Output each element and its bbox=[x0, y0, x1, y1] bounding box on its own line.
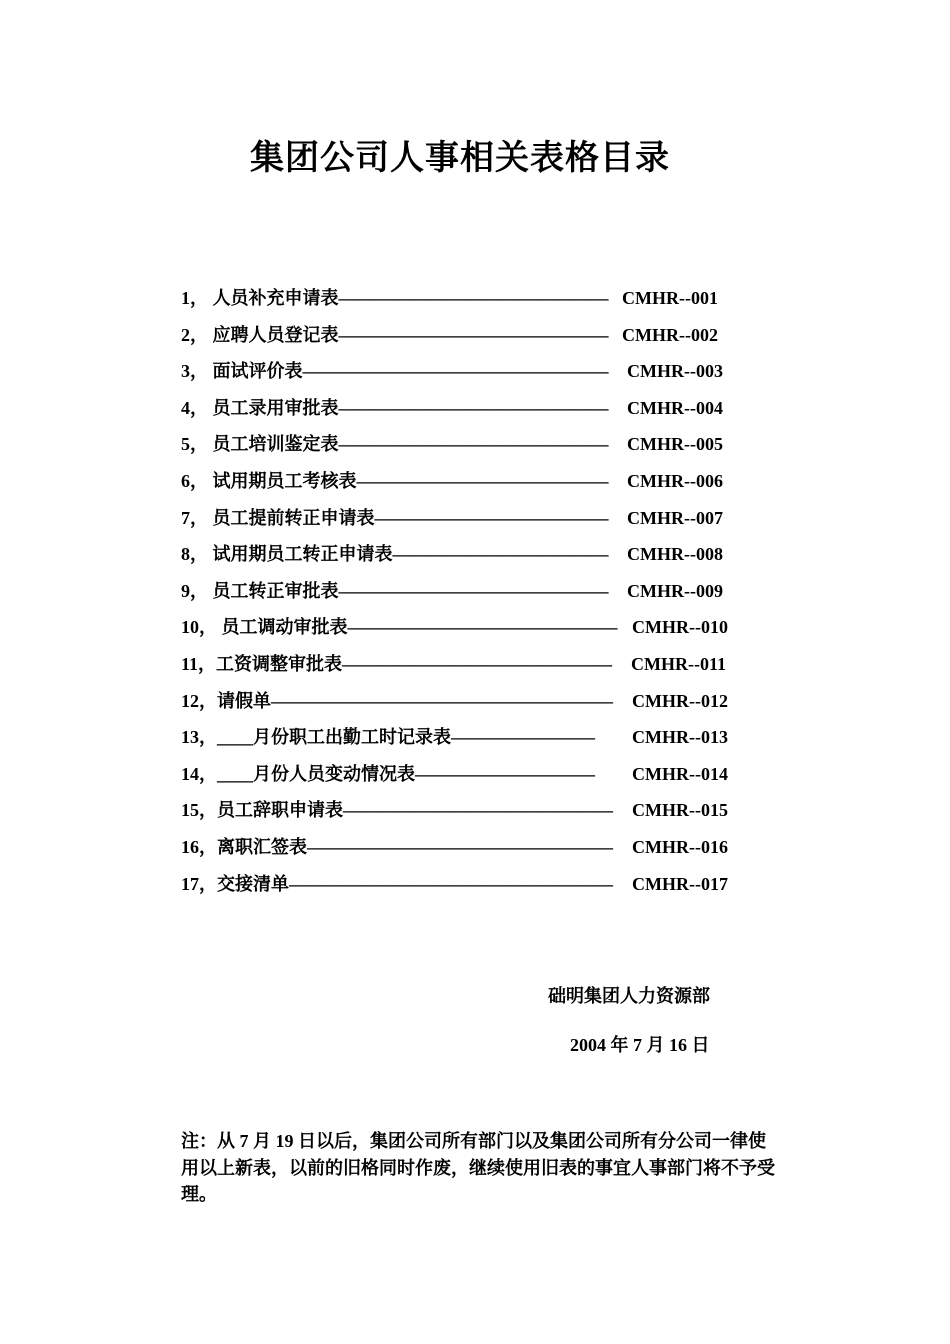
toc-item-code: CMHR--007 bbox=[627, 507, 723, 528]
toc-item-text: 7， 员工提前转正申请表————————————— bbox=[181, 507, 609, 528]
toc-item bbox=[181, 317, 741, 354]
toc-item-text: 13，____月份职工出勤工时记录表———————— bbox=[181, 727, 595, 748]
toc-item-text: 10， 员工调动审批表——————————————— bbox=[181, 617, 618, 638]
toc-item bbox=[181, 536, 741, 573]
toc-item-code: CMHR--002 bbox=[622, 324, 718, 345]
toc-item-code: CMHR--014 bbox=[632, 763, 728, 784]
toc-item-text: 4， 员工录用审批表——————————————— bbox=[181, 397, 609, 418]
toc-item-code: CMHR--011 bbox=[631, 653, 726, 674]
toc-item bbox=[181, 390, 741, 427]
document-title: 集团公司人事相关表格目录 bbox=[250, 138, 670, 178]
toc-item bbox=[181, 573, 741, 610]
footnote: 注：从 7 月 19 日以后，集团公司所有部门以及集团公司所有分公司一律使用以上新表，以前的旧格同时作废，继续使用旧表的事宜人事部门将不予受理。 bbox=[181, 1131, 775, 1204]
toc-item-code: CMHR--001 bbox=[622, 288, 718, 308]
toc-item-text: 14，____月份人员变动情况表—————————— bbox=[181, 763, 595, 784]
toc-item-code: CMHR--008 bbox=[627, 544, 723, 565]
toc-item-text: 17，交接清单—————————————————— bbox=[181, 873, 613, 894]
toc-item-text: 6， 试用期员工考核表—————————————— bbox=[181, 470, 609, 491]
organization-signature: 础明集团人力资源部 bbox=[548, 986, 710, 1006]
toc-item-code: CMHR--003 bbox=[627, 361, 723, 382]
toc-item-code: CMHR--009 bbox=[627, 580, 723, 601]
toc-item-code: CMHR--017 bbox=[632, 873, 728, 894]
toc-item-text: 16，离职汇签表————————————————— bbox=[181, 836, 613, 857]
toc-item-code: CMHR--005 bbox=[627, 434, 723, 455]
toc-item bbox=[181, 683, 741, 720]
toc-item bbox=[181, 756, 741, 793]
toc-item-text: 9， 员工转正审批表——————————————— bbox=[181, 580, 609, 601]
toc-item-code: CMHR--004 bbox=[627, 397, 723, 418]
toc-item-code: CMHR--016 bbox=[632, 836, 728, 857]
toc-item-code: CMHR--010 bbox=[632, 617, 728, 638]
toc-item-text: 12，请假单——————————————————— bbox=[181, 690, 613, 711]
toc-item-text: 11，工资调整审批表——————————————— bbox=[181, 653, 613, 674]
toc-item-text: 3， 面试评价表————————————————— bbox=[181, 361, 609, 382]
toc-item bbox=[181, 646, 741, 683]
toc-item-code: CMHR--015 bbox=[632, 800, 728, 821]
toc-item-text: 1， 人员补充申请表——————————————— bbox=[181, 288, 609, 308]
toc-item bbox=[181, 280, 741, 317]
toc-item-code: CMHR--012 bbox=[632, 690, 728, 711]
signature-date: 2004 年 7 月 16 日 bbox=[570, 1035, 710, 1055]
toc-item bbox=[181, 463, 741, 500]
toc-item-code: CMHR--006 bbox=[627, 470, 723, 491]
toc-item-text: 5， 员工培训鉴定表——————————————— bbox=[181, 434, 609, 455]
toc-item bbox=[181, 866, 741, 903]
toc-item bbox=[181, 609, 741, 646]
toc-list bbox=[181, 280, 741, 902]
toc-item bbox=[181, 500, 741, 537]
toc-item bbox=[181, 353, 741, 390]
toc-item-text: 8， 试用期员工转正申请表———————————— bbox=[181, 544, 609, 565]
toc-item-text: 15，员工辞职申请表——————————————— bbox=[181, 800, 613, 821]
toc-item-text: 2， 应聘人员登记表——————————————— bbox=[181, 324, 609, 345]
toc-item-code: CMHR--013 bbox=[632, 727, 728, 748]
toc-item bbox=[181, 792, 741, 829]
toc-item bbox=[181, 426, 741, 463]
toc-item bbox=[181, 829, 741, 866]
toc-item bbox=[181, 719, 741, 756]
